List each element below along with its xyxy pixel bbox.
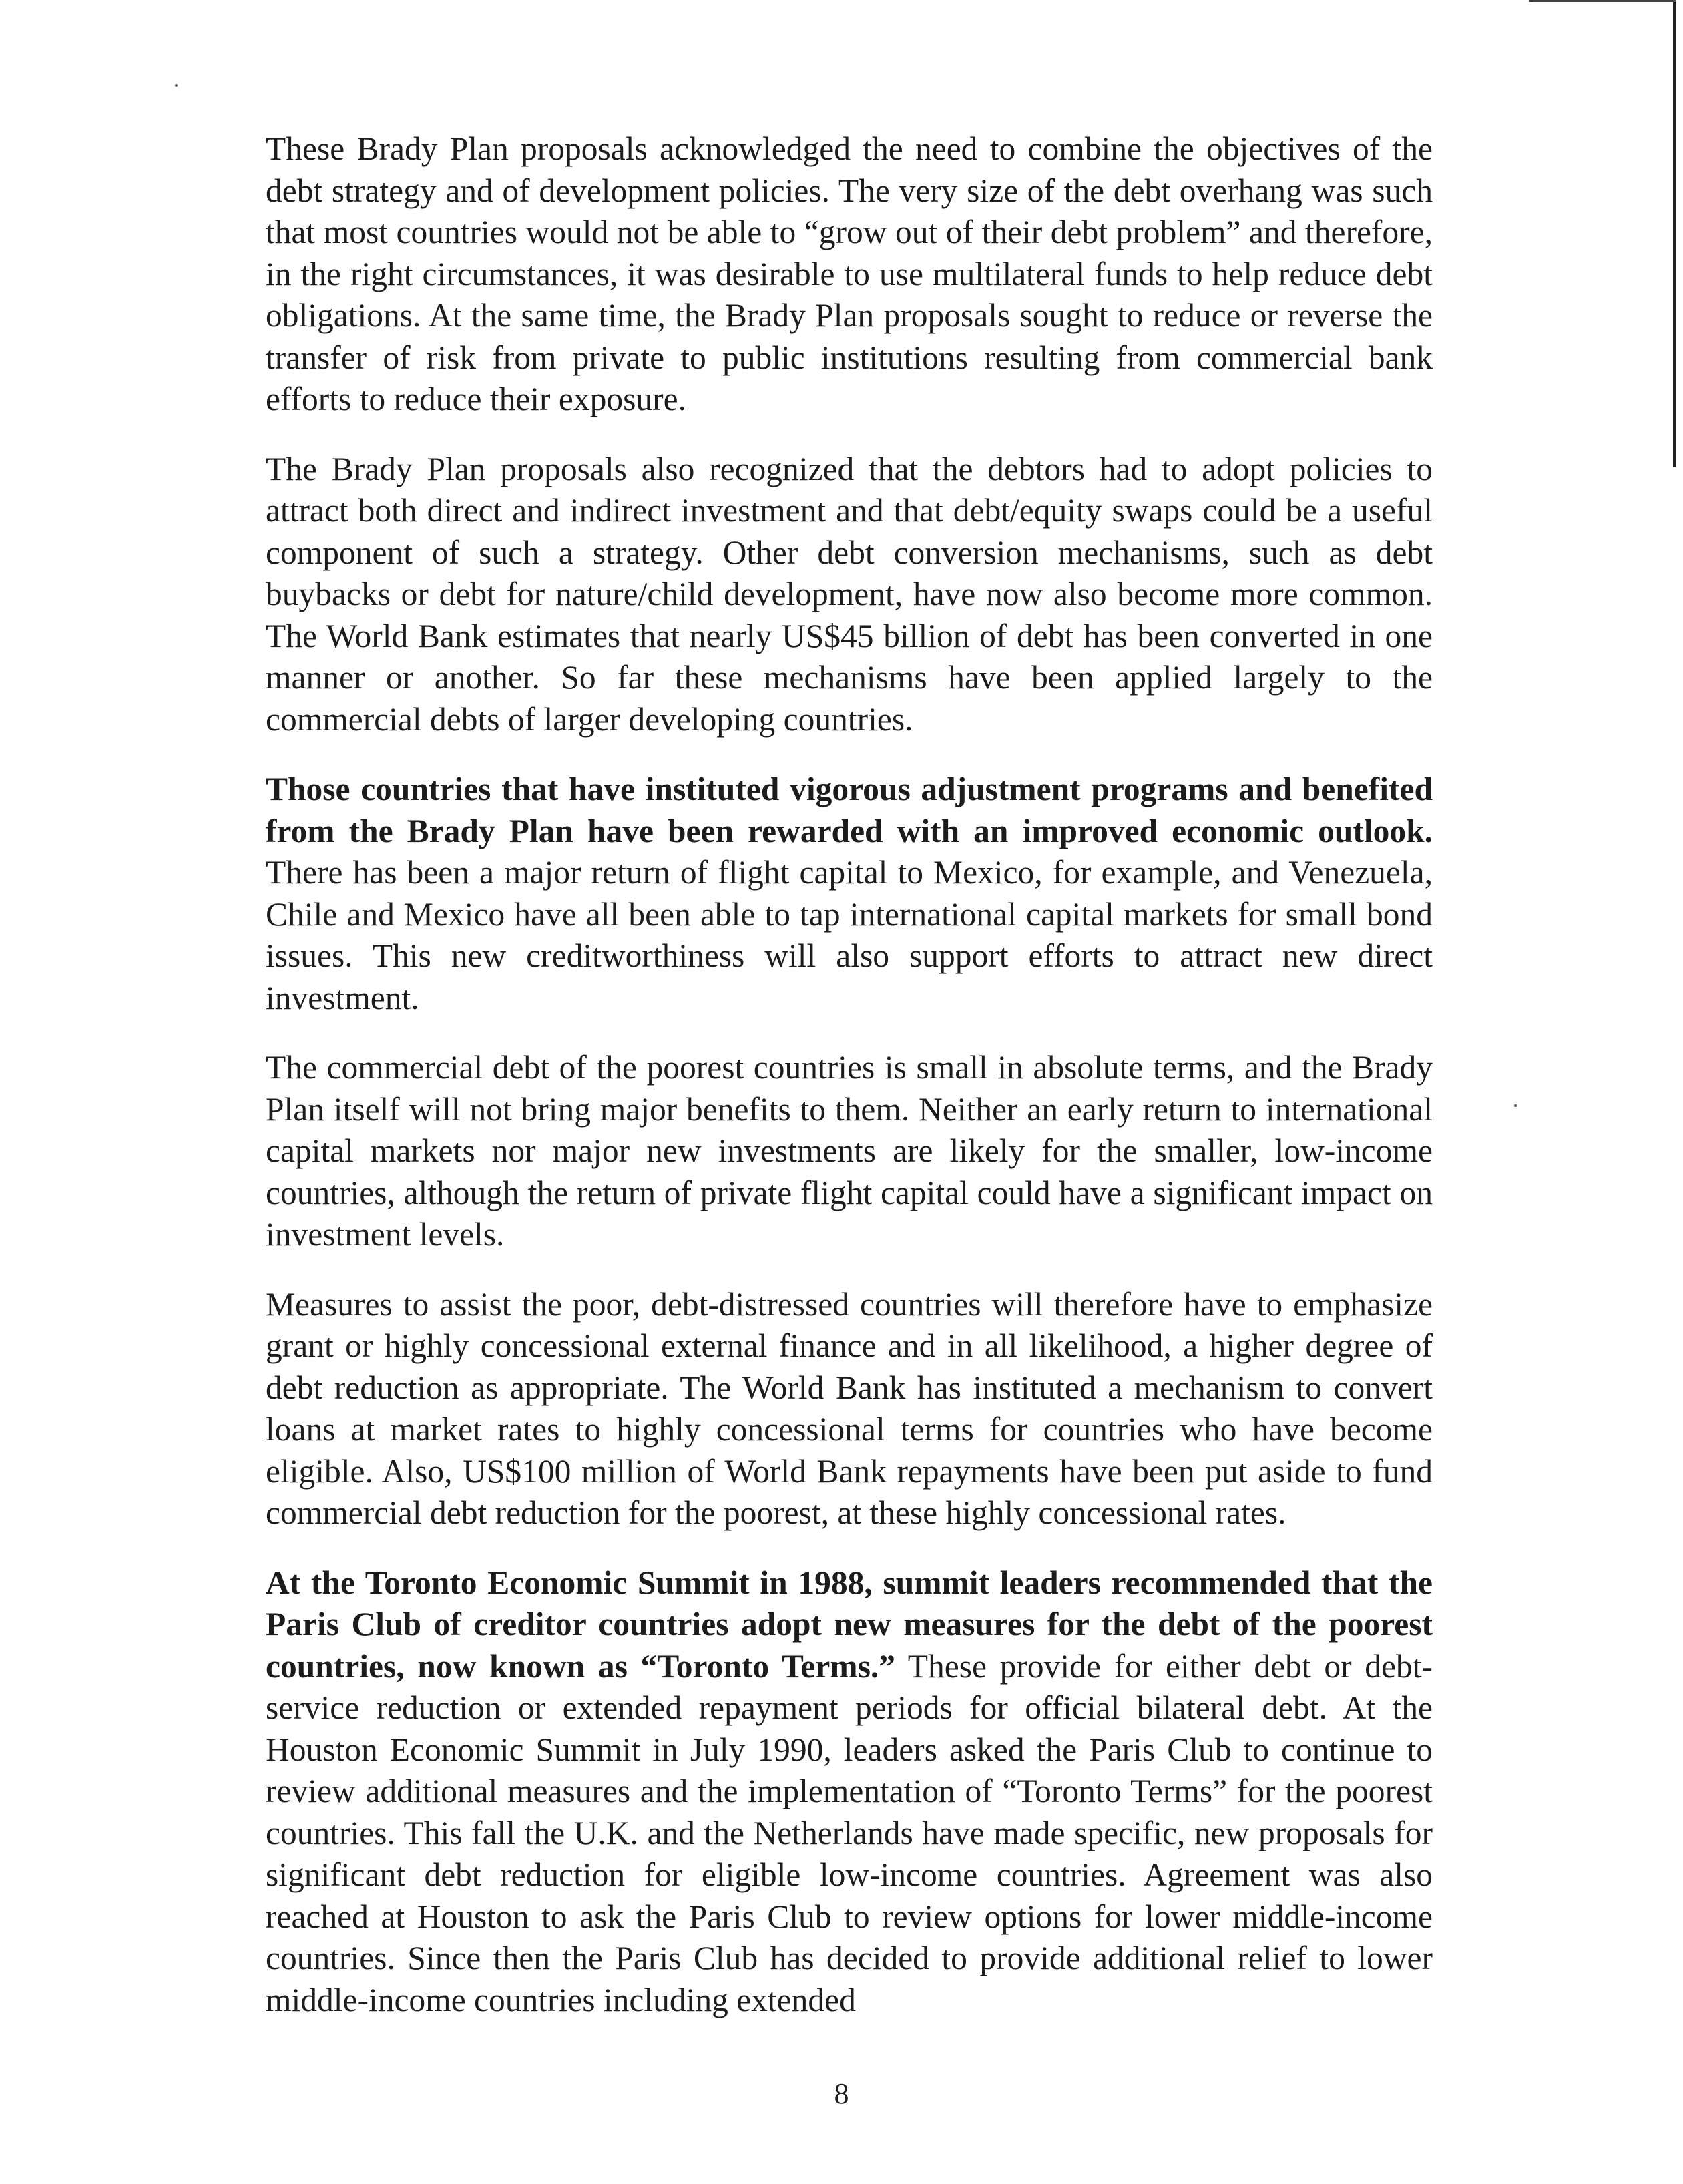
body-text (266, 128, 1433, 2049)
paragraph-text: These Brady Plan proposals acknowledged the need to combine the objectives of the debt strategy and of development policies. The very size of the debt overhang was such that most countries would not be able to “grow out of their debt problem” and therefore, in the right circumstances, it was desirable to use multilateral funds to help reduce debt obligations. At the same time, the Brady Plan proposals sought to reduce or reverse the transfer of risk from private to public institutions resulting from commercial bank efforts to reduce their exposure. (266, 130, 1433, 417)
paragraph-text: Measures to assist the poor, debt-distressed countries will therefore have to emphasize grant or highly concessional external finance and in all likelihood, a higher degree of debt reduction as appropriate. The World Bank has instituted a mechanism to convert loans at market rates to highly concessional terms for countries who have become eligible. Also, US$100 million of World Bank repayments have been put aside to fund commercial debt reduction for the poorest, at these highly concessional rates. (266, 1285, 1433, 1531)
paragraph (266, 1047, 1433, 1256)
paragraph-text: The Brady Plan proposals also recognized that the debtors had to adopt policies to attract both direct and indirect investment and that debt/equity swaps could be a useful component of such a strategy. Other debt conversion mechanisms, such as debt buybacks or debt for nature/child development, have now also become more common. The World Bank estimates that nearly US$45 billion of debt has been converted in one manner or another. So far these mechanisms have been applied largely to the commercial debts of larger developing countries. (266, 450, 1433, 738)
scan-edge-line (1673, 0, 1676, 467)
paragraph (266, 1284, 1433, 1534)
paragraph-lead: Those countries that have instituted vigorous adjustment programs and benefited from the Brady Plan have been rewarded with an improved economic outlook. (266, 771, 1433, 849)
scan-edge-curve (1529, 0, 1676, 15)
paragraph-text: The commercial debt of the poorest countries is small in absolute terms, and the Brady Plan itself will not bring major benefits to them. Neither an early return to international capital markets nor major new investments are likely for the smaller, low-income countries, although the return of private flight capital could have a significant impact on investment levels. (266, 1049, 1433, 1253)
paragraph-lead: At the Toronto Economic Summit in 1988, summit leaders recommended that the Paris Club of creditor countries adopt new measures for the debt of the poorest countries, now known as “Toronto Terms.” (266, 1564, 1433, 1685)
page-number: 8 (834, 2077, 849, 2110)
paragraph (266, 128, 1433, 421)
paragraph (266, 1562, 1433, 2022)
scan-speck (1514, 1104, 1517, 1107)
scan-speck (175, 84, 178, 87)
paragraph (266, 769, 1433, 1019)
paragraph-text: There has been a major return of flight capital to Mexico, for example, and Venezuela, Chile and Mexico have all been able to tap international capital markets for small bond issues. This new creditworthiness will also support efforts to attract new direct investment. (266, 854, 1433, 1016)
paragraph (266, 449, 1433, 741)
paragraph-text: These provide for either debt or debt-service reduction or extended repayment periods for official bilateral debt. At the Houston Economic Summit in July 1990, leaders asked the Paris Club to continue to review additional measures and the implementation of “Toronto Terms” for the poorest countries. This fall the U.K. and the Netherlands have made specific, new proposals for significant debt reduction for eligible low-income countries. Agreement was also reached at Houston to ask the Paris Club to review options for lower middle-income countries. Since then the Paris Club has decided to provide additional relief to lower middle-income countries including extended (266, 1647, 1433, 2018)
